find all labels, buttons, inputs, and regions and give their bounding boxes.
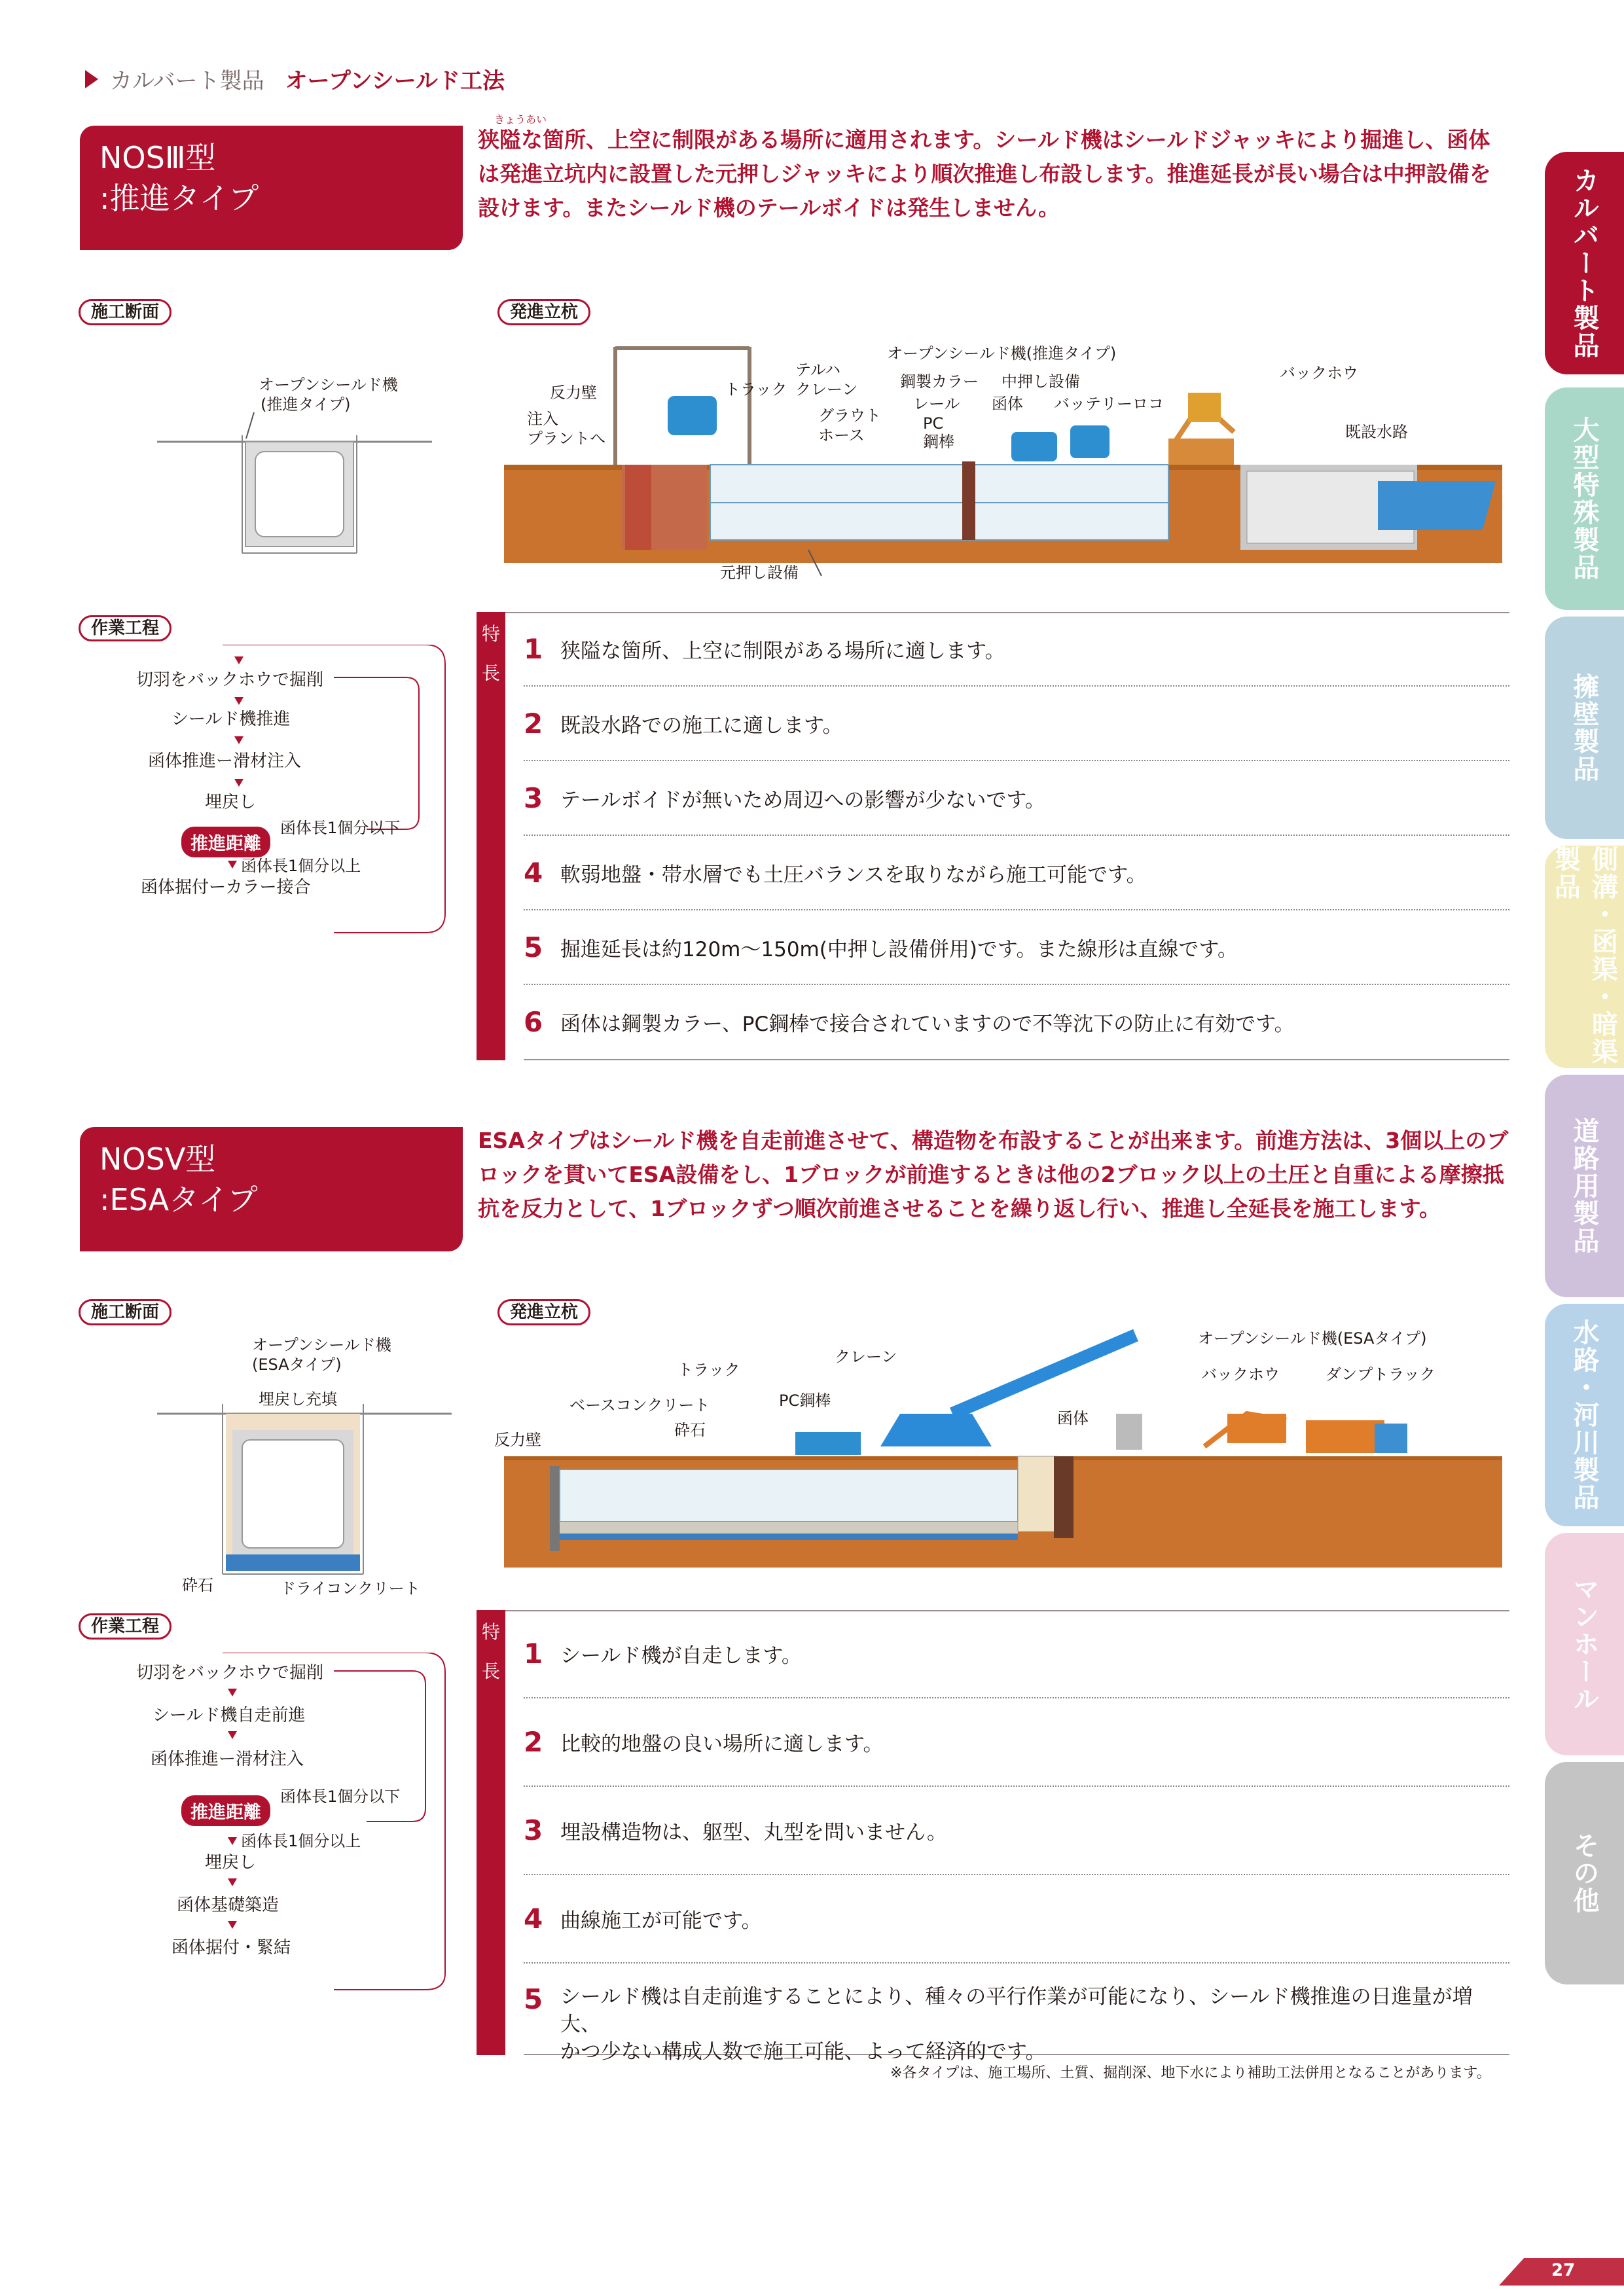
section1-shaft-diagram <box>494 334 1506 589</box>
feature-item <box>524 1698 1509 1787</box>
section1-cross-section-label: 施工断面 <box>79 299 171 325</box>
process-arrow <box>234 697 244 705</box>
shaft-truck-label: トラック <box>725 380 787 399</box>
process-below-label: 函体長1個分以下 <box>280 819 401 837</box>
feature-text: シールド機が自走します。 <box>560 1644 802 1668</box>
feature-text: 曲線施工が可能です。 <box>560 1909 762 1933</box>
section1-description: 狭隘な箇所、上空に制限がある場所に適用されます。シールド機はシールドジャッキにより掘進し、函体は発進立坑内に設置した元押しジャッキにより順次推進し布設します。推進延長が長い場合は中押設備を設けます。またシールド機のテールボイドは発生しません。 <box>478 127 1491 221</box>
feature-item <box>524 687 1509 761</box>
shaft2-backhoe-label: バックホウ <box>1201 1365 1280 1384</box>
shaft2-reaction-wall-label: 反力壁 <box>494 1431 541 1449</box>
shaft-rail-label: レール <box>913 395 960 413</box>
process2-below-label: 函体長1個分以下 <box>280 1787 401 1806</box>
side-tab-label: カルバート製品 <box>1569 167 1599 359</box>
features-tag <box>477 1610 505 2055</box>
section1-cross-section-diagram <box>157 367 432 583</box>
features-tag-char-1: 特 <box>481 1621 500 1643</box>
side-tab-culvert[interactable] <box>1545 152 1624 374</box>
feature-number: 3 <box>524 781 543 814</box>
side-tab-large-special[interactable] <box>1545 387 1624 610</box>
feature-text: テールボイドが無いため周辺への影響が少ないです。 <box>560 788 1045 812</box>
feature-item <box>524 836 1509 910</box>
shaft2-machine-label: オープンシールド機(ESAタイプ) <box>1198 1329 1427 1348</box>
shaft2-truck-label: トラック <box>677 1361 740 1379</box>
cross2-machine-label: オープンシールド機 <box>252 1336 391 1354</box>
ruby-annotation: きょうあい <box>494 113 547 126</box>
shaft-pc-label: PC <box>923 414 944 433</box>
feature-item <box>524 1610 1509 1698</box>
feature-item <box>524 1964 1509 2064</box>
process-arrow <box>228 861 237 869</box>
process2-after-3: 函体据付・緊結 <box>171 1938 291 1958</box>
section2-process-label: 作業工程 <box>79 1613 171 1640</box>
feature-item <box>524 761 1509 836</box>
cross2-gravel-label: 砕石 <box>182 1576 213 1594</box>
feature-text-block <box>560 1983 1509 2066</box>
side-tab-manhole[interactable] <box>1545 1533 1624 1755</box>
feature-number: 2 <box>524 707 543 740</box>
shaft-plant-label: プラントへ <box>527 429 605 448</box>
cross-section-machine-label: オープンシールド機 <box>259 376 398 394</box>
feature-number: 5 <box>524 931 543 963</box>
feature-number: 4 <box>524 1903 543 1935</box>
process2-after-2: 函体基礎築造 <box>177 1895 280 1915</box>
shaft2-crane-label: クレーン <box>835 1348 897 1366</box>
shaft2-base-concrete-label: ベースコンクリート <box>569 1396 710 1414</box>
shaft-grout-label: グラウト <box>818 406 881 425</box>
cross2-dry-concrete-label: ドライコンクリート <box>280 1579 420 1598</box>
process-arrow <box>234 656 244 664</box>
feature-text: 掘進延長は約120m～150m(中押し設備併用)です。また線形は直線です。 <box>560 937 1238 961</box>
section1-process-label: 作業工程 <box>79 615 171 641</box>
feature-item <box>524 1787 1509 1875</box>
side-tab-gutter[interactable] <box>1545 846 1624 1068</box>
section2-shaft-diagram <box>494 1316 1506 1571</box>
footnote: ※各タイプは、施工場所、土質、掘削深、地下水により補助工法併用となることがあります。 <box>890 2065 1491 2081</box>
feature-number: 5 <box>524 1983 543 2015</box>
section2-title-line1: NOSⅤ型 <box>99 1141 216 1177</box>
process2-distance-badge: 推進距離 <box>181 1795 270 1826</box>
section2-cross-section-label: 施工断面 <box>79 1299 171 1325</box>
feature-text: 狭隘な箇所、上空に制限がある場所に適します。 <box>560 639 1005 663</box>
side-tab-waterway[interactable] <box>1545 1304 1624 1526</box>
section1-shaft-label: 発進立杭 <box>497 299 590 325</box>
feature-text: 既設水路での施工に適します。 <box>560 713 843 738</box>
shaft-reaction-wall-label: 反力壁 <box>550 384 597 402</box>
feature-item <box>524 910 1509 985</box>
side-tab-other[interactable] <box>1545 1762 1624 1984</box>
feature-number: 1 <box>524 632 543 665</box>
features-tag-char-2: 長 <box>481 1660 500 1682</box>
breadcrumb-method: オープンシールド工法 <box>285 68 505 94</box>
page-number: 27 <box>1551 2261 1576 2280</box>
section1-title <box>80 126 463 250</box>
feature-number: 3 <box>524 1814 543 1846</box>
shaft-existing-label: 既設水路 <box>1345 423 1408 441</box>
process-arrow <box>234 779 244 787</box>
process-final-step: 函体据付ーカラー接合 <box>141 878 311 897</box>
process2-above-label: 函体長1個分以上 <box>241 1832 361 1850</box>
process-arrow <box>228 1878 237 1886</box>
shaft2-pc-bar-label: PC鋼棒 <box>779 1391 831 1410</box>
side-tab-label: マンホール <box>1569 1575 1599 1713</box>
feature-number: 2 <box>524 1726 543 1758</box>
shaft-telha-label: テルハ <box>795 361 841 379</box>
cross2-machine-type-label: (ESAタイプ) <box>252 1355 342 1374</box>
shaft-hose-label: ホース <box>818 426 865 444</box>
features-tag-char-1: 特 <box>481 623 500 645</box>
section2-shaft-label: 発進立杭 <box>497 1299 590 1325</box>
shaft-mid-push-label: 中押し設備 <box>1001 372 1080 391</box>
feature-text-line2: かつ少ない構成人数で施工可能、よって経済的です。 <box>560 2040 1046 2064</box>
process-above-label: 函体長1個分以上 <box>241 857 361 875</box>
section2-cross-section-diagram <box>157 1332 452 1607</box>
process2-step-3: 函体推進ー滑材注入 <box>151 1749 304 1769</box>
features-tag-char-2: 長 <box>481 662 500 684</box>
shaft-machine-label: オープンシールド機(推進タイプ) <box>887 344 1117 363</box>
feature-text: 軟弱地盤・帯水層でも土圧バランスを取りながら施工可能です。 <box>560 863 1147 887</box>
process-arrow <box>228 1731 237 1739</box>
breadcrumb <box>85 63 505 95</box>
process-arrow <box>234 736 244 744</box>
process2-after-1: 埋戻し <box>205 1853 257 1873</box>
feature-number: 1 <box>524 1638 543 1670</box>
shaft-collar-label: 鋼製カラー <box>900 372 979 391</box>
section2-features <box>477 1610 1509 2064</box>
cross-section-machine-type-label: (推進タイプ) <box>261 395 351 414</box>
shaft-backhoe-label: バックホウ <box>1280 364 1358 382</box>
shaft-crane-label: クレーン <box>795 380 858 399</box>
shaft2-box-label: 函体 <box>1057 1409 1089 1427</box>
shaft-main-push-label: 元押し設備 <box>720 564 799 582</box>
section2-description: ESAタイプはシールド機を自走前進させて、構造物を布設することが出来ます。前進方法は、3個以上のブロックを貫いてESA設備をし、1ブロックが前進するときは他の2ブロック以上の土圧と自重による摩擦抵抗を反力として、1ブロックずつ順次前進させることを繰り返し行い、推進し全延長を施工します。 <box>478 1128 1509 1221</box>
feature-text: 埋設構造物は、躯型、丸型を問いません。 <box>560 1821 947 1844</box>
side-tab-label: 道路用製品 <box>1569 1117 1599 1255</box>
features-tag <box>477 612 505 1060</box>
side-tab-label: 水路・河川製品 <box>1569 1319 1599 1511</box>
shaft-pc-bar-label: 鋼棒 <box>923 433 954 451</box>
shaft2-dump-label: ダンプトラック <box>1326 1365 1435 1384</box>
side-tab-label: 大型特殊製品 <box>1569 416 1599 581</box>
side-tab-label: 側溝・函渠・暗渠製品 <box>1550 846 1618 1066</box>
section1-title-line1: NOSⅢ型 <box>99 140 216 175</box>
feature-text: シールド機は自走前進することにより、種々の平行作業が可能になり、シールド機推進の日進量が増大、 <box>560 1985 1473 2036</box>
process-arrow <box>228 1921 237 1929</box>
shaft-box-label: 函体 <box>992 395 1023 413</box>
side-tab-retaining-wall[interactable] <box>1545 617 1624 839</box>
side-tab-label: 擁壁製品 <box>1569 673 1599 783</box>
shaft-battery-label: バッテリーロコ <box>1054 395 1164 413</box>
feature-item <box>524 985 1509 1060</box>
section1-process-flow <box>85 645 452 946</box>
feature-text: 函体は鋼製カラー、PC鋼棒で接合されていますので不等沈下の防止に有効です。 <box>560 1013 1295 1036</box>
feature-item <box>524 612 1509 687</box>
section2-process-flow <box>85 1653 452 1993</box>
section1-title-line2: :推進タイプ <box>99 181 259 216</box>
process-step-4: 埋戻し <box>205 793 257 812</box>
process2-step-1: 切羽をバックホウで掘削 <box>136 1663 324 1683</box>
feature-text: 比較的地盤の良い場所に適します。 <box>560 1732 884 1756</box>
cross2-backfill-label: 埋戻し充填 <box>259 1390 337 1408</box>
section1-features <box>477 612 1509 1060</box>
process-arrow <box>228 1837 237 1845</box>
side-tab-road[interactable] <box>1545 1075 1624 1297</box>
process-step-1: 切羽をバックホウで掘削 <box>136 670 324 690</box>
side-tab-label: その他 <box>1569 1832 1599 1914</box>
shaft-svg-2 <box>494 1316 1506 1571</box>
feature-number: 6 <box>524 1006 543 1038</box>
process-step-2: シールド機推進 <box>171 709 291 729</box>
shaft2-gravel-label: 砕石 <box>674 1421 706 1439</box>
triangle-right-icon <box>85 70 98 88</box>
feature-number: 4 <box>524 856 543 889</box>
process2-step-2: シールド機自走前進 <box>153 1706 306 1725</box>
feature-item <box>524 1875 1509 1964</box>
section2-title <box>80 1127 463 1251</box>
section2-title-line2: :ESAタイプ <box>99 1182 258 1217</box>
process-step-3: 函体推進ー滑材注入 <box>148 751 302 771</box>
shaft-injection-label: 注入 <box>527 410 558 428</box>
breadcrumb-category[interactable]: カルバート製品 <box>110 68 264 94</box>
process-distance-badge: 推進距離 <box>181 827 270 857</box>
process-arrow <box>228 1689 237 1696</box>
